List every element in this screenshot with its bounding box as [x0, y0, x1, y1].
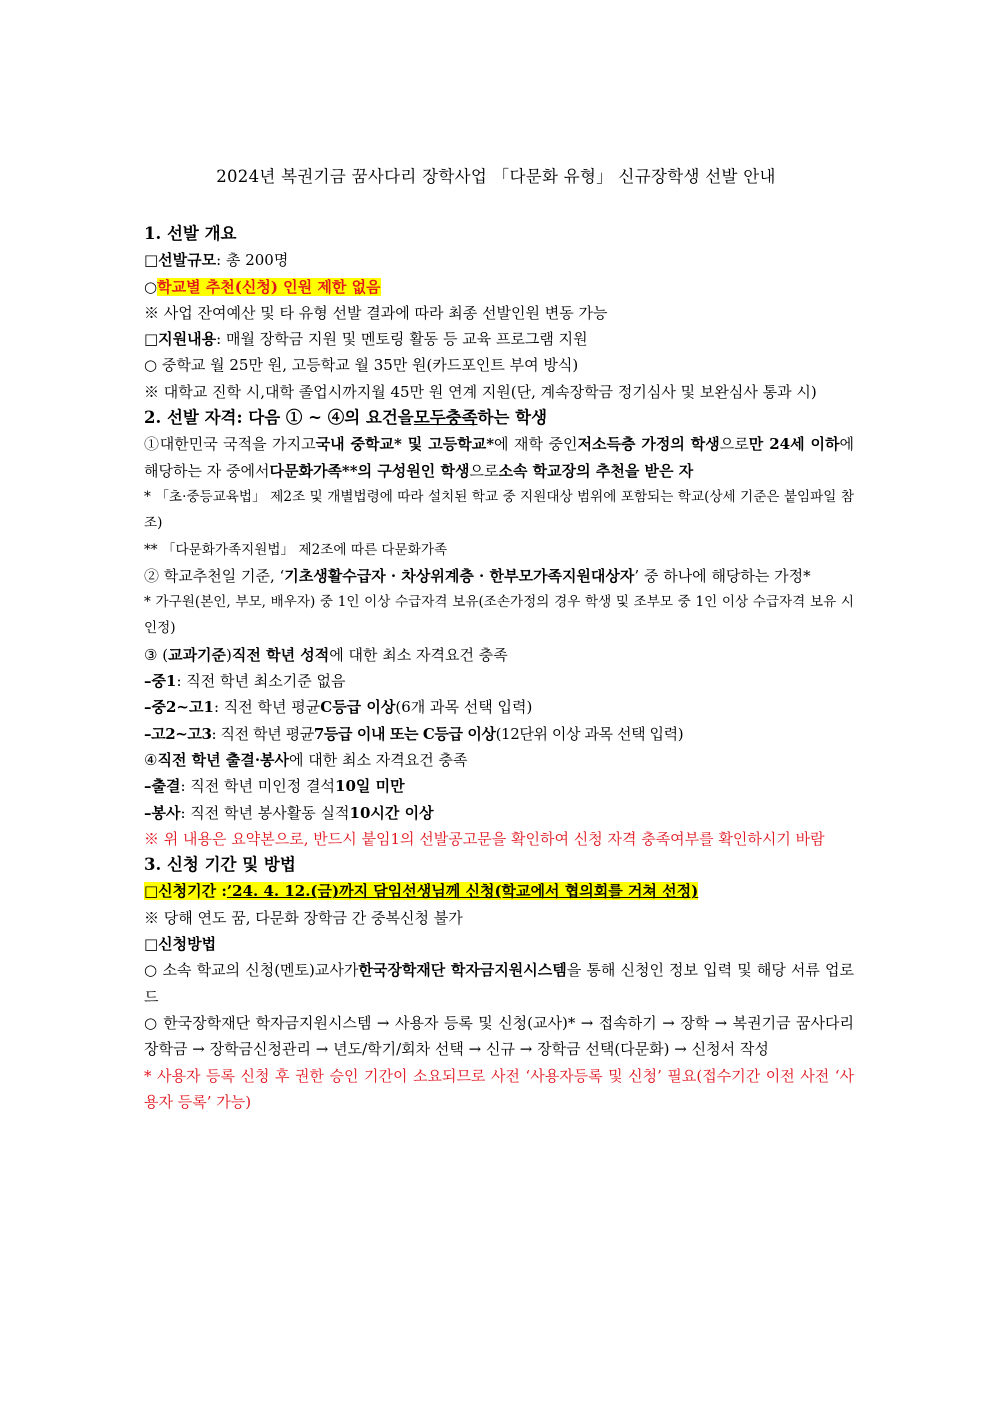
criterion-2: ② 학교추천일 기준, ‘기초생활수급자 · 차상위계층 · 한부모가족지원대상자’ 중 하나에 해당하는 가정* [144, 566, 811, 585]
grade-rule-middle2-high1: –중2~고1: 직전 학년 평균C등급 이상(6개 과목 선택 입력) [144, 698, 533, 717]
no-limit-line: ○학교별 추천(신청) 인원 제한 없음 [144, 277, 381, 296]
registration-note: * 사용자 등록 신청 후 권한 승인 기간이 소요되므로 사전 ‘사용자등록 및 신청’ 필요(접수기간 이전 사전 ‘사용자 등록’ 가능) [144, 1066, 854, 1111]
footnote-3: * 가구원(본인, 부모, 배우자) 중 1인 이상 수급자격 보유(조손가정의 경우 학생 및 조부모 중 1인 이상 수급자격 보유 시 인정) [144, 594, 854, 637]
highlighted-no-limit: 학교별 추천(신청) 인원 제한 없음 [157, 277, 381, 296]
document-title: 2024년 복권기금 꿈사다리 장학사업 「다문화 유형」 신규장학생 선발 안내 [216, 167, 776, 186]
criterion-1: ①대한민국 국적을 가지고국내 중학교* 및 고등학교*에 재학 중인저소득층 가정의 학생으로만 24세 이하에 해당하는 자 중에서다문화가족**의 구성원인 학생으로소속 학교장의 추천을 받은 자 [144, 435, 855, 480]
selection-scale: □선발규모: 총 200명 [144, 251, 289, 270]
method-step-2: ○ 한국장학재단 학자금지원시스템 → 사용자 등록 및 신청(교사)* → 접속하기 → 장학 → 복권기금 꿈사다리 장학금 → 장학금신청관리 → 년도/학기/회차 선택 → 신규 → 장학금 선택(다문화) → 신청서 작성 [144, 1013, 854, 1059]
section-3-heading: 3. 신청 기간 및 방법 [144, 855, 296, 875]
univ-note: ※ 대학교 진학 시,대학 졸업시까지월 45만 원 연계 지원(단, 계속장학금 정기심사 및 보완심사 통과 시) [144, 382, 817, 401]
note-change: ※ 사업 잔여예산 및 타 유형 선발 결과에 따라 최종 선발인원 변동 가능 [144, 303, 608, 322]
grade-rule-middle1: –중1: 직전 학년 최소기준 없음 [144, 672, 346, 691]
criterion-3: ③ (교과기준)직전 학년 성적에 대한 최소 자격요건 충족 [144, 645, 508, 664]
method-step-1: ○ 소속 학교의 신청(멘토)교사가한국장학재단 학자금지원시스템을 통해 신청인 정보 입력 및 해당 서류 업로드 [144, 961, 854, 1006]
criterion-4: ④직전 학년 출결·봉사에 대한 최소 자격요건 충족 [144, 750, 468, 769]
section-2-heading: 2. 선발 자격: 다음 ① ~ ④의 요건을모두충족하는 학생 [144, 408, 548, 428]
application-period: □신청기간 :’24. 4. 12.(금)까지 담임선생님께 신청(학교에서 협의회를 거쳐 선정) [144, 882, 699, 901]
footnote-1: * 「초·중등교육법」 제2조 및 개별법령에 따라 설치된 학교 중 지원대상 범위에 포함되는 학교(상세 기준은 붙임파일 참조) [144, 488, 854, 532]
grade-rule-high2-high3: –고2~고3: 직전 학년 평균7등급 이내 또는 C등급 이상(12단위 이상 과목 선택 입력) [144, 724, 684, 743]
method-label: □신청방법 [144, 935, 217, 954]
support-content: □지원내용: 매월 장학금 지원 및 멘토링 활동 등 교육 프로그램 지원 [144, 330, 588, 349]
period-highlight: ’24. 4. 12.(금)까지 담임선생님께 신청(학교에서 협의회를 거쳐 선정) [226, 882, 699, 901]
document-body [144, 221, 854, 1115]
amount-line: ○ 중학교 월 25만 원, 고등학교 월 35만 원(카드포인트 부여 방식) [144, 356, 579, 375]
section-1-heading: 1. 선발 개요 [144, 224, 237, 243]
attendance-rule: –출결: 직전 학년 미인정 결석10일 미만 [144, 777, 405, 796]
footnote-2: ** 「다문화가족지원법」 제2조에 따른 다문화가족 [144, 541, 448, 558]
volunteer-rule: –봉사: 직전 학년 봉사활동 실적10시간 이상 [144, 803, 434, 822]
duplicate-note: ※ 당해 연도 꿈, 다문화 장학금 간 중복신청 불가 [144, 908, 463, 927]
warning-note: ※ 위 내용은 요약본으로, 반드시 붙임1의 선발공고문을 확인하여 신청 자격 충족여부를 확인하시기 바람 [144, 829, 825, 848]
